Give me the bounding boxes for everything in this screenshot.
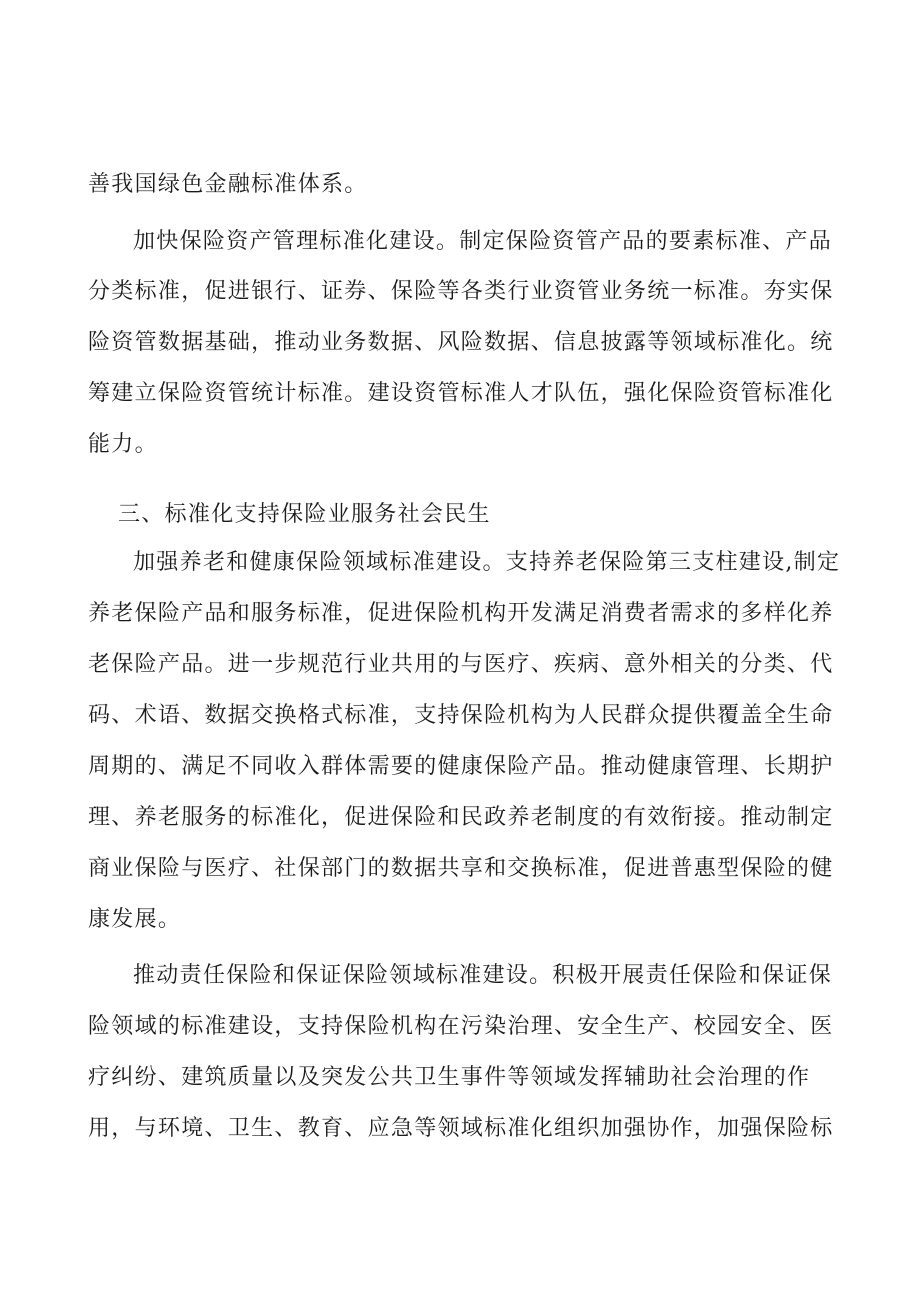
section-heading: 三、标准化支持保险业服务社会民生 bbox=[118, 502, 491, 527]
paragraph-line: 用，与环境、卫生、教育、应急等领域标准化组织加强协作，加强保险标 bbox=[88, 1116, 834, 1141]
paragraph-line: 老保险产品。进一步规范行业共用的与医疗、疾病、意外相关的分类、代 bbox=[88, 652, 834, 677]
paragraph-line: 善我国绿色金融标准体系。 bbox=[88, 172, 368, 197]
paragraph-line: 加强养老和健康保险领域标准建设。支持养老保险第三支柱建设,制定 bbox=[133, 550, 841, 575]
paragraph-line: 周期的、满足不同收入群体需要的健康保险产品。推动健康管理、长期护 bbox=[88, 754, 834, 779]
paragraph-line: 养老保险产品和服务标准，促进保险机构开发满足消费者需求的多样化养 bbox=[88, 601, 834, 626]
paragraph-line: 险领域的标准建设，支持保险机构在污染治理、安全生产、校园安全、医 bbox=[88, 1014, 834, 1039]
paragraph-line: 分类标准，促进银行、证券、保险等各类行业资管业务统一标准。夯实保 bbox=[88, 279, 834, 304]
paragraph-line: 理、养老服务的标准化，促进保险和民政养老制度的有效衔接。推动制定 bbox=[88, 805, 834, 830]
paragraph-line: 码、术语、数据交换格式标准，支持保险机构为人民群众提供覆盖全生命 bbox=[88, 703, 834, 728]
paragraph-line: 能力。 bbox=[88, 432, 158, 457]
paragraph-line: 疗纠纷、建筑质量以及突发公共卫生事件等领域发挥辅助社会治理的作 bbox=[88, 1065, 811, 1090]
paragraph-line: 险资管数据基础，推动业务数据、风险数据、信息披露等领域标准化。统 bbox=[88, 330, 834, 355]
paragraph-line: 筹建立保险资管统计标准。建设资管标准人才队伍，强化保险资管标准化 bbox=[88, 381, 834, 406]
paragraph-line: 康发展。 bbox=[88, 907, 182, 932]
paragraph-line: 加快保险资产管理标准化建设。制定保险资管产品的要素标准、产品 bbox=[133, 229, 833, 254]
paragraph-line: 商业保险与医疗、社保部门的数据共享和交换标准，促进普惠型保险的健 bbox=[88, 856, 834, 881]
paragraph-line: 推动责任保险和保证保险领域标准建设。积极开展责任保险和保证保 bbox=[133, 963, 833, 988]
